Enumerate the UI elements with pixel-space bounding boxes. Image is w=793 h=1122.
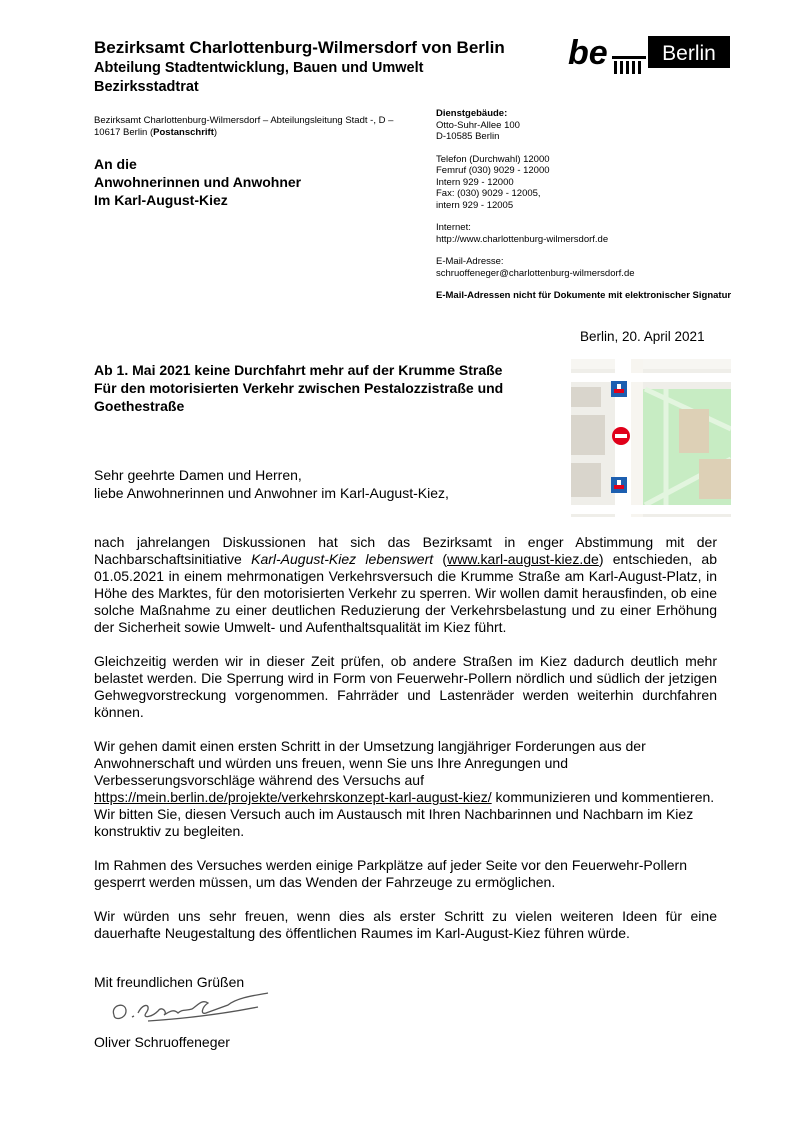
website-link: http://www.charlottenburg-wilmersdorf.de (436, 233, 609, 245)
subject: Ab 1. Mai 2021 keine Durchfahrt mehr auf der Krumme Straße Für den motorisierten Verkehr zwischen Pestalozzistraße und Goethestraße (94, 362, 504, 414)
paragraph-1: nach jahrelangen Diskussionen hat sich das Bezirksamt in enger Abstimmung mit der Nachbarschaftsinitiative Karl-August-Kiez lebenswert (www.karl-august-kiez.de) entschieden, ab 01.05.2021 in einem mehrmonatigen Verkehrsversuch die Krumme Straße am Karl-August-Platz, in Höhe des Marktes, für den motorisierten Verkehr zu sperren. Wir wollen damit herausfinden, ob eine solche Maßnahme zu einer deutlichen Reduzierung der Verkehrsbelastung und zu einer Erhöhung der Sicherheit sowie Umwelt- und Aufenthaltsqualität im Kiez führt. (94, 534, 717, 635)
letter-date: Berlin, 20. April 2021 (580, 329, 705, 344)
kiez-link[interactable]: www.karl-august-kiez.de (447, 551, 599, 567)
paragraph-4: Im Rahmen des Versuches werden einige Parkplätze auf jeder Seite vor den Feuerwehr-Pollern gesperrt werden müssen, um das Wenden der Fahrzeuge zu ermöglichen. (94, 857, 687, 890)
signatory-name: Oliver Schruoffeneger (94, 1034, 230, 1050)
closing: Mit freundlichen Grüßen (94, 974, 245, 990)
office-label: Dienstgebäude: (436, 108, 508, 119)
department-title: Abteilung Stadtentwicklung, Bauen und Umwelt (94, 60, 424, 76)
contact-sidebar: Dienstgebäude: Otto-Suhr-Allee 100 D-10585 Berlin Telefon (Durchwahl) 12000 Femruf (030) 9029 - 12000 Intern 929 - 12000 Fax: (030) 9029 - 12005, intern 929 - 12005 Internet: http://www.charlottenburg-wilmersdorf.de E-Mail-Adresse: schruoffeneger@charlottenburg-wilmersdorf.de E-Mail-Adressen nicht für Dokumente mit elektronischer Signatur (436, 108, 776, 302)
sender-line: Bezirksamt Charlottenburg-Wilmersdorf – Abteilungsleitung Stadt -, D – 10617 Berlin (Postanschrift) (94, 115, 394, 138)
handwritten-signature (108, 991, 273, 1029)
phone: Telefon (Durchwahl) 12000 (436, 153, 550, 165)
paragraph-5: Wir würden uns sehr freuen, wenn dies als erster Schritt zu vielen weiteren Ideen für eine dauerhafte Neugestaltung des öffentlichen Raumes im Karl-August-Kiez führen würde. (94, 908, 717, 941)
mein-berlin-link[interactable]: https://mein.berlin.de/projekte/verkehrskonzept-karl-august-kiez/ (94, 789, 492, 805)
recipient-address: An die Anwohnerinnen und Anwohner Im Karl-August-Kiez (94, 156, 302, 208)
paragraph-3: Wir gehen damit einen ersten Schritt in der Umsetzung langjähriger Forderungen aus der Anwohnerschaft und würden uns freuen, wenn Sie uns Ihre Anregungen und Verbesserungsvorschläge während des Versuchs auf https://mein.berlin.de/projekte/verkehrskonzept-karl-august-kiez/ kommunizieren und kommentieren. Wir bitten Sie, diesen Versuch auch im Austausch mit Ihren Nachbarinnen und Nachbarn im Kiez konstruktiv zu begleiten. (94, 738, 715, 839)
brandenburg-gate-icon (612, 56, 646, 74)
letter-body (94, 534, 717, 959)
logo-berlin-text: Berlin (662, 42, 716, 65)
paragraph-2: Gleichzeitig werden wir in dieser Zeit prüfen, ob andere Straßen im Kiez dadurch deutlich mehr belastet werden. Die Sperrung wird in Form von Feuerwehr-Pollern nördlich und südlich der jetzigen Gehwegvorstreckung vorgenommen. Fahrräder und Lastenräder werden weiterhin durchfahren können. (94, 653, 717, 720)
email-link: schruoffeneger@charlottenburg-wilmersdorf.de (436, 267, 635, 279)
role-title: Bezirksstadtrat (94, 79, 199, 95)
logo-be-text: be (568, 34, 608, 72)
street-map-image (571, 359, 731, 517)
berlin-logo (568, 34, 730, 74)
email-note: E-Mail-Adressen nicht für Dokumente mit elektronischer Signatur (436, 290, 732, 301)
office-title: Bezirksamt Charlottenburg-Wilmersdorf von Berlin (94, 38, 505, 57)
greeting: Sehr geehrte Damen und Herren, liebe Anwohnerinnen und Anwohner im Karl-August-Kiez, (94, 467, 449, 501)
